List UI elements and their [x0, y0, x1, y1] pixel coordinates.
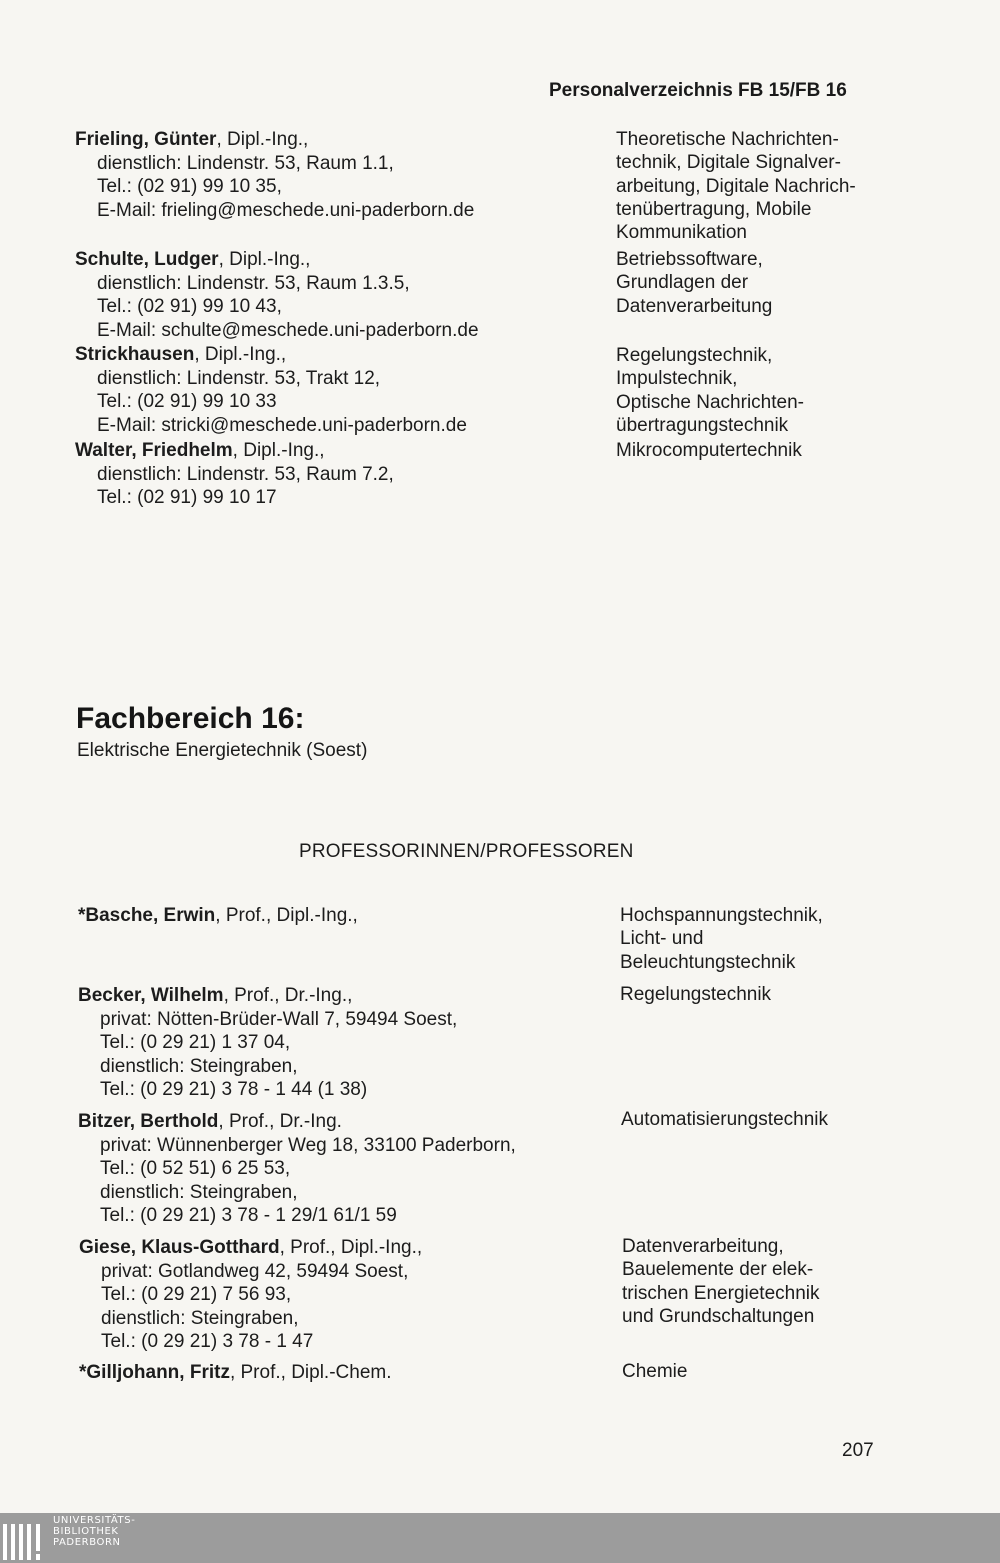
staff-name: Walter, Friedhelm, Dipl.-Ing., [75, 440, 325, 461]
contact-line: Tel.: (02 91) 99 10 17 [97, 487, 277, 508]
contact-line: dienstlich: Steingraben, [100, 1181, 298, 1203]
area-line: Regelungstechnik, [616, 345, 773, 366]
area-line: technik, Digitale Signalver- [616, 152, 841, 174]
contact-line: Tel.: (02 91) 99 10 43, [97, 296, 282, 317]
contact-line: privat: Nötten-Brüder-Wall 7, 59494 Soest, [100, 1008, 458, 1030]
area-line: Chemie [622, 1361, 688, 1382]
area-line: Theoretische Nachrichten- [616, 129, 839, 150]
research-area [622, 1360, 687, 1383]
contact-line: privat: Wünnenberger Weg 18, 33100 Paderborn, [100, 1134, 516, 1156]
library-name [53, 1515, 135, 1548]
staff-entry [75, 439, 394, 510]
staff-entry [75, 248, 479, 342]
page-number: 207 [842, 1440, 874, 1461]
area-line: Optische Nachrichten- [616, 391, 804, 413]
area-line: Kommunikation [616, 222, 747, 244]
area-line: Impulstechnik, [616, 368, 738, 390]
section-title: Fachbereich 16: [76, 702, 305, 735]
research-area [616, 344, 804, 437]
area-line: Bauelemente der elek- [622, 1259, 814, 1281]
running-header: Personalverzeichnis FB 15/FB 16 [549, 80, 847, 101]
staff-name: Strickhausen, Dipl.-Ing., [75, 344, 287, 365]
staff-name: *Gilljohann, Fritz, Prof., Dipl.-Chem. [79, 1362, 392, 1383]
staff-entry [78, 1110, 516, 1228]
library-footer-bar [0, 1513, 1000, 1563]
research-area [622, 1235, 820, 1328]
area-line: tenübertragung, Mobile [616, 198, 812, 220]
research-area [616, 128, 856, 244]
library-logo-icon [2, 1516, 48, 1562]
contact-line: Tel.: (0 29 21) 3 78 - 1 29/1 61/1 59 [100, 1205, 397, 1226]
contact-line: dienstlich: Lindenstr. 53, Raum 1.1, [97, 152, 394, 174]
staff-name: Frieling, Günter, Dipl.-Ing., [75, 129, 309, 150]
contact-line: Tel.: (0 29 21) 3 78 - 1 44 (1 38) [100, 1079, 368, 1100]
contact-line: Tel.: (0 29 21) 7 56 93, [101, 1284, 292, 1305]
staff-entry [75, 343, 467, 437]
staff-entry [79, 1236, 422, 1354]
staff-name: Becker, Wilhelm, Prof., Dr.-Ing., [78, 985, 353, 1006]
area-line: Hochspannungstechnik, [620, 905, 823, 926]
contact-line: E-Mail: stricki@meschede.uni-paderborn.de [97, 414, 467, 436]
staff-name: *Basche, Erwin, Prof., Dipl.-Ing., [78, 905, 358, 926]
contact-line: dienstlich: Lindenstr. 53, Raum 7.2, [97, 463, 394, 485]
contact-line: dienstlich: Steingraben, [101, 1307, 299, 1329]
library-name-line: PADERBORN [53, 1537, 121, 1548]
area-line: Betriebssoftware, [616, 249, 763, 270]
contact-line: E-Mail: schulte@meschede.uni-paderborn.de [97, 319, 479, 341]
group-heading: PROFESSORINNEN/PROFESSOREN [299, 841, 634, 862]
section-subtitle: Elektrische Energietechnik (Soest) [77, 740, 368, 761]
staff-entry [79, 1361, 392, 1385]
staff-entry [78, 984, 457, 1102]
contact-line: Tel.: (0 29 21) 1 37 04, [100, 1032, 291, 1053]
area-line: Mikrocomputertechnik [616, 440, 802, 461]
staff-name: Giese, Klaus-Gotthard, Prof., Dipl.-Ing., [79, 1237, 423, 1258]
staff-name: Bitzer, Berthold, Prof., Dr.-Ing. [78, 1111, 342, 1132]
area-line: Datenverarbeitung, [622, 1236, 784, 1257]
contact-line: Tel.: (02 91) 99 10 35, [97, 176, 282, 197]
contact-line: Tel.: (0 29 21) 3 78 - 1 47 [101, 1331, 314, 1352]
research-area [616, 439, 802, 462]
library-name-line: UNIVERSITÄTS- [53, 1515, 136, 1526]
research-area [620, 904, 823, 974]
research-area [616, 248, 772, 318]
area-line: Datenverarbeitung [616, 295, 773, 317]
area-line: übertragungstechnik [616, 414, 789, 436]
contact-line: Tel.: (02 91) 99 10 33 [97, 391, 277, 412]
area-line: Licht- und [620, 928, 704, 950]
research-area [620, 983, 771, 1006]
area-line: trischen Energietechnik [622, 1282, 820, 1304]
staff-entry [78, 904, 358, 928]
area-line: Automatisierungstechnik [621, 1109, 828, 1130]
area-line: und Grundschaltungen [622, 1305, 815, 1327]
contact-line: privat: Gotlandweg 42, 59494 Soest, [101, 1260, 409, 1282]
area-line: Regelungstechnik [620, 984, 772, 1005]
staff-entry [75, 128, 474, 222]
contact-line: dienstlich: Lindenstr. 53, Raum 1.3.5, [97, 272, 410, 294]
area-line: arbeitung, Digitale Nachrich- [616, 175, 856, 197]
research-area [621, 1108, 828, 1131]
contact-line: dienstlich: Steingraben, [100, 1055, 298, 1077]
contact-line: Tel.: (0 52 51) 6 25 53, [100, 1158, 291, 1179]
library-name-line: BIBLIOTHEK [53, 1526, 119, 1537]
contact-line: E-Mail: frieling@meschede.uni-paderborn.de [97, 199, 475, 221]
area-line: Beleuchtungstechnik [620, 951, 796, 973]
contact-line: dienstlich: Lindenstr. 53, Trakt 12, [97, 367, 381, 389]
staff-name: Schulte, Ludger, Dipl.-Ing., [75, 249, 311, 270]
area-line: Grundlagen der [616, 272, 749, 294]
